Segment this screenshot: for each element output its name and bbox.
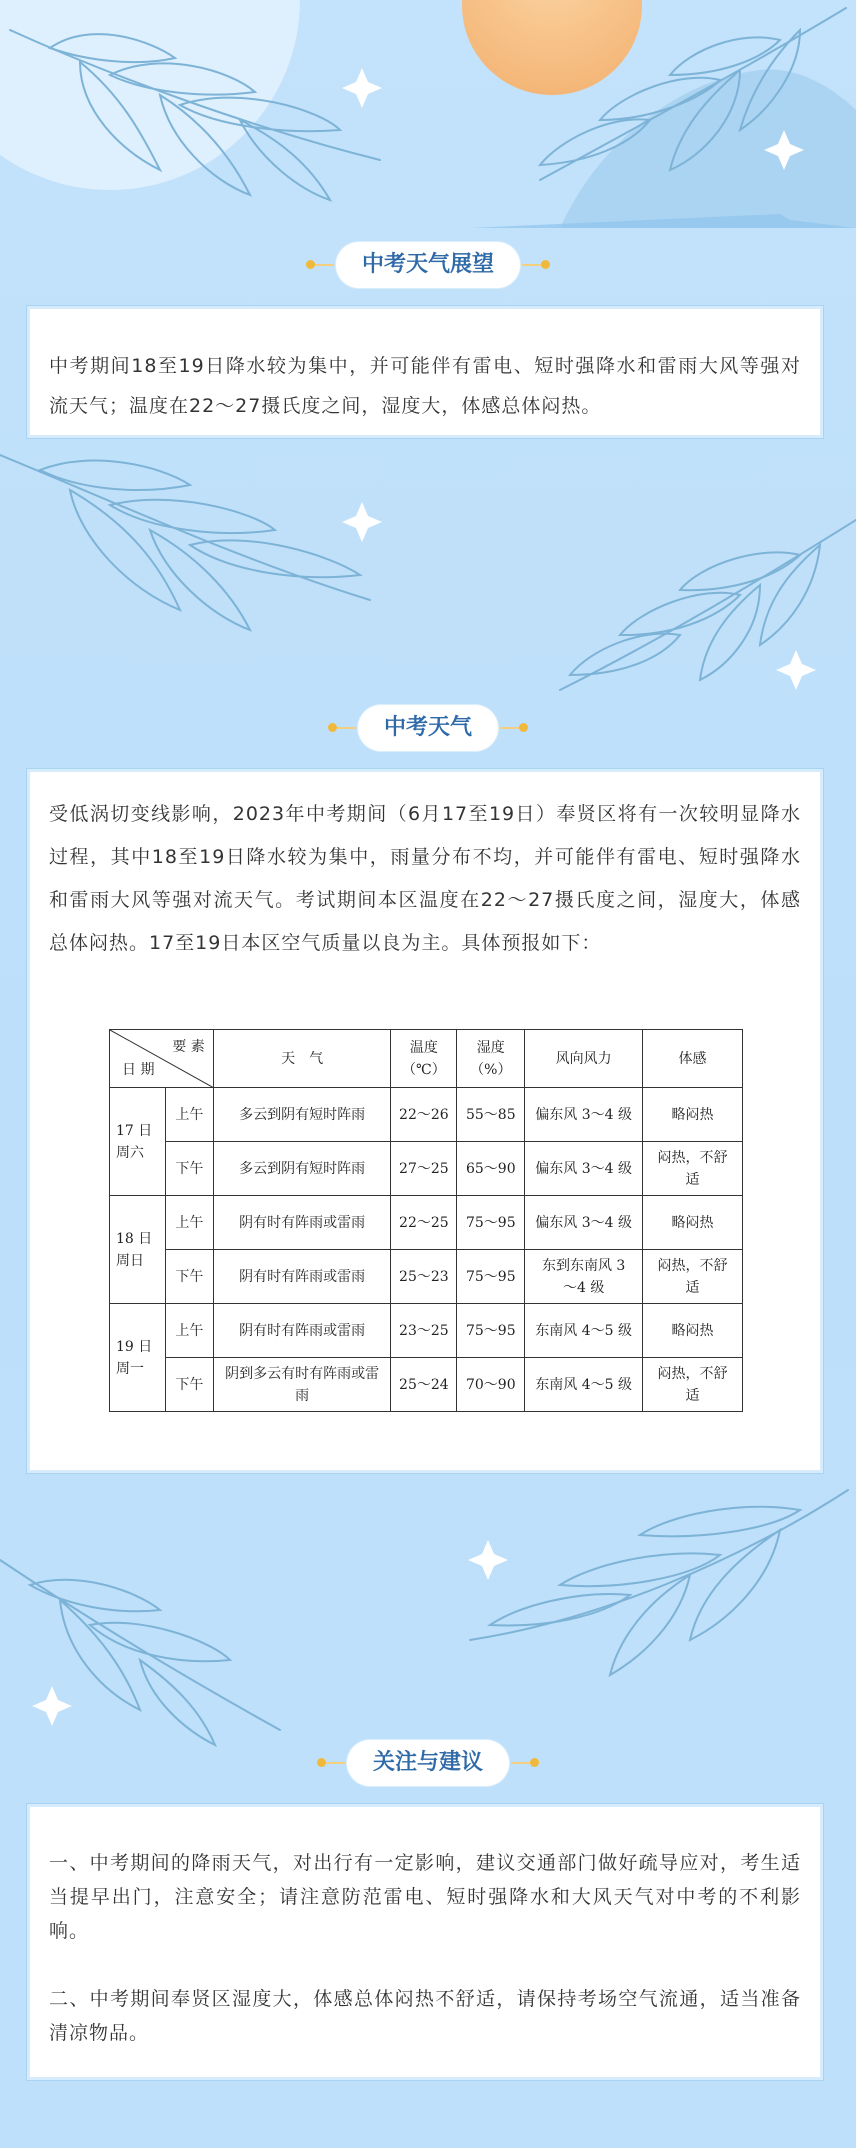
table-corner-cell [110, 1030, 214, 1088]
pale-circle-shape [0, 0, 300, 190]
feel-cell: 闷热，不舒适 [643, 1250, 743, 1304]
header-humid-2: （%） [470, 1061, 512, 1078]
section-title-outlook [336, 242, 520, 288]
table-row [110, 1088, 743, 1142]
period-cell: 下午 [165, 1250, 213, 1304]
table-row [110, 1142, 743, 1196]
date-text: 18 日 [116, 1230, 153, 1247]
date-cell [110, 1088, 166, 1196]
period-cell: 上午 [165, 1088, 213, 1142]
section-title-forecast [358, 705, 498, 751]
leaf-branch-icon-5 [0, 1560, 280, 1745]
wind-cell: 东南风 4～5 级 [525, 1304, 643, 1358]
title-line-left [325, 1762, 345, 1764]
table-row [110, 1358, 743, 1412]
forecast-table [109, 1029, 743, 1412]
temp-cell: 22～26 [391, 1088, 457, 1142]
leaf-branch-icon-1 [10, 30, 380, 200]
humidity-cell: 70～90 [457, 1358, 525, 1412]
date-cell [110, 1196, 166, 1304]
header-wind: 风向风力 [525, 1030, 643, 1088]
section-title-text: 关注与建议 [372, 1750, 484, 1775]
advice-paragraph-1: 一、中考期间的降雨天气，对出行有一定影响，建议交通部门做好疏导应对，考生适当提早出门，注意安全；请注意防范雷电、短时强降水和大风天气对中考的不利影响。 [49, 1852, 801, 1942]
leaf-branch-icon-3 [0, 455, 370, 630]
table-header-row [110, 1030, 743, 1088]
title-dot-left [317, 1758, 326, 1767]
title-line-left [314, 264, 334, 266]
wind-cell: 东南风 4～5 级 [525, 1358, 643, 1412]
weather-cell: 阴有时有阵雨或雷雨 [213, 1304, 391, 1358]
table-row [110, 1250, 743, 1304]
period-cell: 上午 [165, 1304, 213, 1358]
wind-cell: 偏东风 3～4 级 [525, 1142, 643, 1196]
title-dot-left [306, 260, 315, 269]
feel-cell: 闷热，不舒适 [643, 1142, 743, 1196]
section-title-advice [347, 1740, 509, 1786]
feel-cell: 闷热，不舒适 [643, 1358, 743, 1412]
humidity-cell: 75～95 [457, 1304, 525, 1358]
section-title-text: 中考天气展望 [361, 252, 495, 277]
leaf-branch-icon-6 [470, 1490, 848, 1675]
title-line-right [500, 727, 520, 729]
header-humidity [457, 1030, 525, 1088]
advice-paragraph-2: 二、中考期间奉贤区湿度大，体感总体闷热不舒适，请保持考场空气流通，适当准备清凉物品。 [49, 1988, 801, 2044]
period-cell: 上午 [165, 1196, 213, 1250]
corner-bottom-label: 日 期 [122, 1062, 155, 1078]
humidity-cell: 75～95 [457, 1196, 525, 1250]
title-line-right [511, 1762, 531, 1764]
temp-cell: 23～25 [391, 1304, 457, 1358]
sun-icon [462, 0, 642, 95]
leaf-branch-icon-2 [540, 8, 846, 180]
leaf-branch-icon-4 [560, 520, 856, 690]
header-humid-1: 湿度 [476, 1039, 505, 1056]
weather-cell: 阴到多云有时有阵雨或雷雨 [213, 1358, 391, 1412]
header-temp [391, 1030, 457, 1088]
advice-card [26, 1803, 824, 2081]
table-row [110, 1196, 743, 1250]
hill-shape [470, 70, 856, 228]
title-line-right [522, 264, 542, 266]
forecast-body-text: 受低涡切变线影响，2023年中考期间（6月17至19日）奉贤区将有一次较明显降水过程，其中18至19日降水较为集中，雨量分布不均，并可能伴有雷电、短时强降水和雷雨大风等强对流天气。考试期间本区温度在22～27摄氏度之间，湿度大，体感总体闷热。17至19日本区空气质量以良为主。具体预报如下： [49, 803, 801, 954]
date-cell [110, 1304, 166, 1412]
title-dot-right [541, 260, 550, 269]
header-weather: 天 气 [213, 1030, 391, 1088]
header-temp-2: （℃） [402, 1061, 446, 1078]
wind-cell: 东到东南风 3～4 级 [525, 1250, 643, 1304]
header-feel: 体感 [643, 1030, 743, 1088]
title-dot-right [530, 1758, 539, 1767]
header-temp-1: 温度 [409, 1039, 438, 1056]
weather-cell: 阴有时有阵雨或雷雨 [213, 1196, 391, 1250]
temp-cell: 25～24 [391, 1358, 457, 1412]
humidity-cell: 55～85 [457, 1088, 525, 1142]
date-text: 17 日 [116, 1122, 153, 1139]
wind-cell: 偏东风 3～4 级 [525, 1196, 643, 1250]
weather-cell: 阴有时有阵雨或雷雨 [213, 1250, 391, 1304]
feel-cell: 略闷热 [643, 1088, 743, 1142]
feel-cell: 略闷热 [643, 1304, 743, 1358]
period-cell: 下午 [165, 1358, 213, 1412]
section-title-text: 中考天气 [383, 715, 473, 740]
feel-cell: 略闷热 [643, 1196, 743, 1250]
weekday-text: 周日 [116, 1252, 144, 1269]
corner-top-label: 要 素 [172, 1039, 205, 1055]
humidity-cell: 65～90 [457, 1142, 525, 1196]
weekday-text: 周六 [116, 1144, 144, 1161]
humidity-cell: 75～95 [457, 1250, 525, 1304]
temp-cell: 22～25 [391, 1196, 457, 1250]
period-cell: 下午 [165, 1142, 213, 1196]
forecast-card [26, 768, 824, 1474]
outlook-body-text: 中考期间18至19日降水较为集中，并可能伴有雷电、短时强降水和雷雨大风等强对流天气；温度在22～27摄氏度之间，湿度大，体感总体闷热。 [49, 355, 801, 417]
outlook-card [26, 305, 824, 439]
wind-cell: 偏东风 3～4 级 [525, 1088, 643, 1142]
date-text: 19 日 [116, 1338, 153, 1355]
title-dot-right [519, 723, 528, 732]
temp-cell: 25～23 [391, 1250, 457, 1304]
temp-cell: 27～25 [391, 1142, 457, 1196]
weather-cell: 多云到阴有短时阵雨 [213, 1088, 391, 1142]
weather-cell: 多云到阴有短时阵雨 [213, 1142, 391, 1196]
title-line-left [336, 727, 356, 729]
weekday-text: 周一 [116, 1360, 144, 1377]
title-dot-left [328, 723, 337, 732]
table-row [110, 1304, 743, 1358]
